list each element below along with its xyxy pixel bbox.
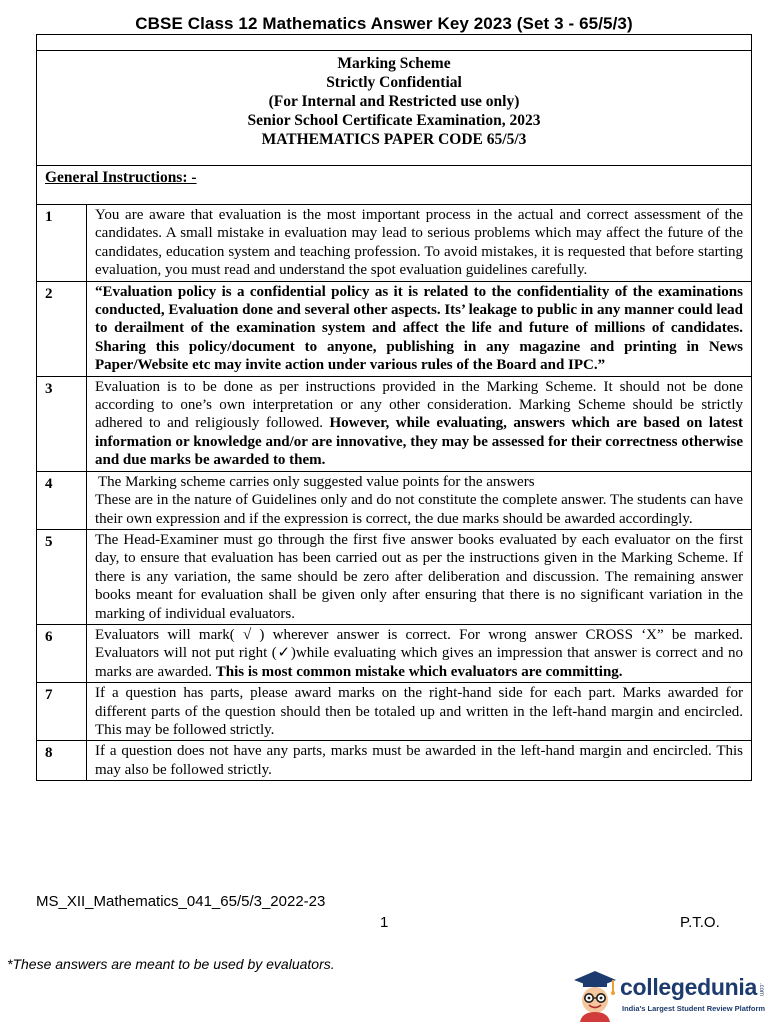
brand-tagline: India's Largest Student Review Platform — [622, 1004, 766, 1013]
collegedunia-logo[interactable] — [570, 968, 766, 1022]
instruction-text — [87, 376, 752, 471]
header-line-3: (For Internal and Restricted use only) — [268, 93, 520, 110]
instruction-number: 5 — [37, 529, 87, 624]
instruction-text: If a question has parts, please award marks on the right-hand side for each part. Marks awarded for different parts of the question should then be totaled up and written in the left-hand margin and encircled. This may be followed strictly. — [87, 683, 752, 741]
instruction-number: 1 — [37, 205, 87, 282]
instruction-text-regular: Evaluation is to be done as per instructions provided in the Marking Scheme. It should not be done according to one’s own interpretation or any other consideration. Marking Scheme should be strictly adhered to and religiously followed. — [95, 378, 743, 432]
instruction-body: These are in the nature of Guidelines only and do not constitute the complete answer. The students can have their own expression and if the expression is correct, the due marks should be awarded accordingly. — [95, 492, 743, 527]
instruction-text: “Evaluation policy is a confidential policy as it is related to the confidentiality of the examinations conducted, Evaluation done and several other aspects. Its’ leakage to public in any manner could lead to derailment of the examination system and affect the life and future of millions of candidates. Sharing this policy/document to anyone, publishing in any magazine and printing in News Paper/Website etc may invite action under various rules of the Board and IPC.” — [87, 281, 752, 376]
instruction-text: The Head-Examiner must go through the first five answer books evaluated by each evaluator on the first day, to ensure that evaluation has been carried out as per the instructions given in the Marking Scheme. If there is any variation, the same should be zero after deliberation and discussion. The remaining answer books meant for evaluation shall be given only after ensuring that there is no significant variation in the marking of individual evaluators. — [87, 529, 752, 624]
header-line-4: Senior School Certificate Examination, 2023 — [247, 112, 541, 129]
pto-label: P.T.O. — [680, 914, 720, 931]
document-code: MS_XII_Mathematics_041_65/5/3_2022-23 — [36, 893, 326, 910]
instruction-row-3 — [37, 376, 752, 471]
instruction-number: 2 — [37, 281, 87, 376]
general-instructions-title: General Instructions: - — [45, 169, 197, 186]
brand-name: collegedunia — [620, 974, 757, 1000]
student-mascot-icon — [570, 968, 620, 1022]
instruction-number: 4 — [37, 471, 87, 529]
blank-row — [37, 35, 752, 51]
evaluator-note: *These answers are meant to be used by evaluators. — [7, 956, 335, 972]
header-line-2: Strictly Confidential — [326, 74, 462, 91]
instruction-text-bold: However, while evaluating, answers which are based on latest information or knowledge and/or are innovative, they may be assessed for their correctness otherwise and due marks be awarded to them. — [95, 415, 743, 469]
marking-scheme-table — [36, 34, 752, 781]
header-line-1: Marking Scheme — [337, 55, 451, 72]
instruction-number: 3 — [37, 376, 87, 471]
general-instructions-row — [37, 166, 752, 205]
instruction-text-bold: This is most common mistake which evaluators are committing. — [215, 663, 623, 680]
page-title: CBSE Class 12 Mathematics Answer Key 2023 (Set 3 - 65/5/3) — [135, 14, 633, 33]
instruction-text — [87, 624, 752, 682]
instruction-text — [87, 471, 752, 529]
instruction-row-2 — [37, 281, 752, 376]
instruction-row-1 — [37, 205, 752, 282]
instruction-row-5 — [37, 529, 752, 624]
instruction-number: 6 — [37, 624, 87, 682]
instruction-row-4 — [37, 471, 752, 529]
marking-scheme-header-row — [37, 51, 752, 166]
instruction-number: 8 — [37, 741, 87, 781]
marking-scheme-header — [37, 51, 752, 166]
page-number: 1 — [380, 914, 389, 931]
instruction-row-8 — [37, 741, 752, 781]
instruction-text: You are aware that evaluation is the most important process in the actual and correct assessment of the candidates. A small mistake in evaluation may lead to serious problems which may affect the future of the candidates, education system and teaching profession. To avoid mistakes, it is requested that before starting evaluation, you must read and understand the spot evaluation guidelines carefully. — [87, 205, 752, 282]
instruction-text: If a question does not have any parts, marks must be awarded in the left-hand margin and encircled. This may also be followed strictly. — [87, 741, 752, 781]
instruction-row-6 — [37, 624, 752, 682]
instruction-text-regular: Evaluators will mark( √ ) wherever answer is correct. For wrong answer CROSS ‘X” be marked. Evaluators will not put right (✓)while evaluating which gives an impression that answer is correct and no marks are awarded. — [95, 626, 743, 680]
brand-domain-suffix: .com — [758, 983, 764, 997]
instruction-number: 7 — [37, 683, 87, 741]
header-line-5: MATHEMATICS PAPER CODE 65/5/3 — [261, 131, 527, 148]
instruction-first-line: The Marking scheme carries only suggested value points for the answers — [98, 473, 535, 490]
instruction-row-7 — [37, 683, 752, 741]
